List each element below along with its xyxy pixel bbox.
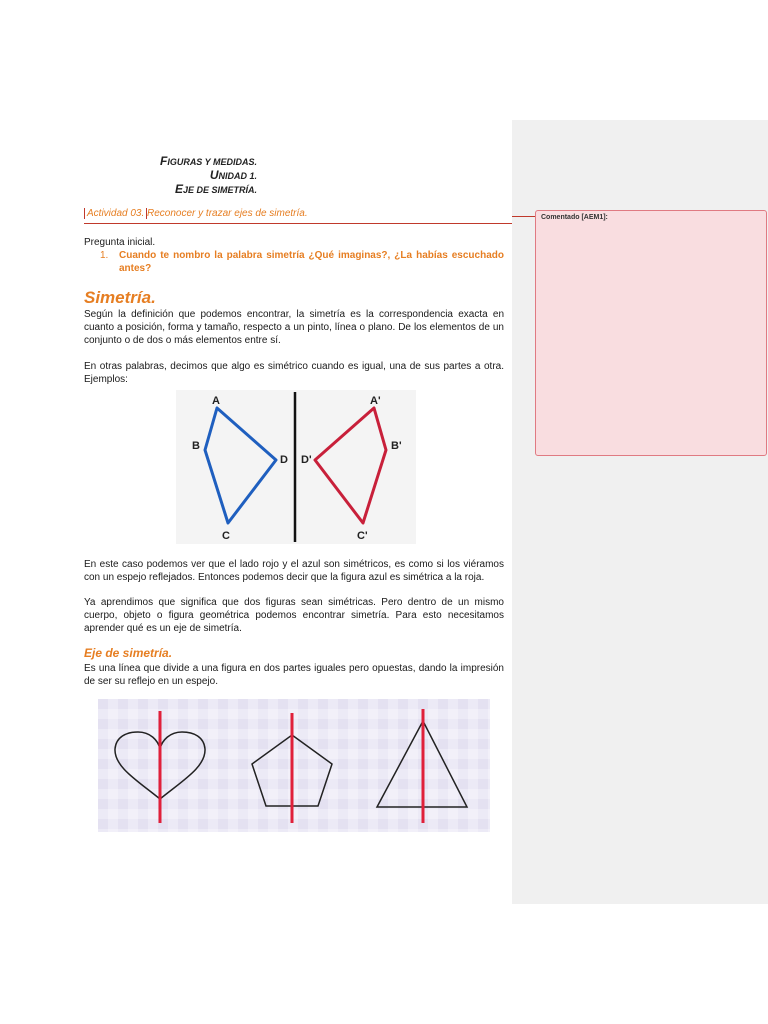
figure2-background: [98, 699, 490, 832]
paragraph-red-blue: En este caso podemos ver que el lado rojo y el azul son simétricos, es como si los viéramos con un espejo reflejados. Entonces podemos decir que la figura azul es simétrica a la roja.: [84, 559, 504, 583]
header-line-2: UNIDAD 1.: [209, 168, 257, 182]
header-line-3: EJE DE SIMETRÍA.: [174, 182, 257, 196]
label-A-prime: A': [370, 395, 381, 407]
label-A: A: [212, 395, 220, 407]
paragraph-other-words: En otras palabras, decimos que algo es simétrico cuando es igual, una de sus partes a otra. Ejemplos:: [84, 361, 504, 385]
paragraph-definition: Según la definición que podemos encontrar, la simetría es la correspondencia exacta en cuanto a posición, forma y tamaño, respecto a un pinto, línea o plano. De los elementos de un conjunto o de dos o más elementos entre sí.: [84, 309, 504, 346]
label-B-prime: B': [391, 440, 402, 452]
header-line-1: FIGURAS Y MEDIDAS.: [159, 154, 257, 168]
comment-balloon[interactable]: [535, 210, 767, 456]
activity-tag: Actividad 03.: [84, 208, 147, 219]
label-C: C: [222, 530, 230, 542]
intro-label: Pregunta inicial.: [84, 237, 156, 248]
section-heading-simetria: Simetría.: [84, 288, 156, 307]
symmetry-axes-figure: [98, 699, 490, 832]
symmetry-quadrilaterals-figure: [176, 390, 416, 544]
comment-connector-line: [512, 216, 536, 217]
section-heading-eje: Eje de simetría.: [84, 646, 173, 660]
label-D-prime: D': [301, 454, 312, 466]
intro-question: [102, 249, 504, 275]
activity-text: Reconocer y trazar ejes de simetría.: [147, 208, 308, 219]
paragraph-eje-intro: Ya aprendimos que significa que dos figuras sean simétricas. Pero dentro de un mismo cuerpo, objeto o figura geométrica podemos encontrar simetría. Para esto necesitamos aprender qué es un eje de simetría.: [84, 597, 504, 634]
label-C-prime: C': [357, 530, 368, 542]
activity-title[interactable]: [84, 208, 512, 224]
paragraph-eje-definition: Es una línea que divide a una figura en dos partes iguales pero opuestas, dando la impresión de ser su reflejo en un espejo.: [84, 663, 504, 687]
question-text: Cuando te nombro la palabra simetría ¿Qué imaginas?, ¿La habías escuchado antes?: [119, 250, 504, 274]
question-number: 1.: [100, 250, 109, 261]
comment-label: Comentado [AEM1]:: [541, 214, 608, 221]
label-B: B: [192, 440, 200, 452]
label-D: D: [280, 454, 288, 466]
